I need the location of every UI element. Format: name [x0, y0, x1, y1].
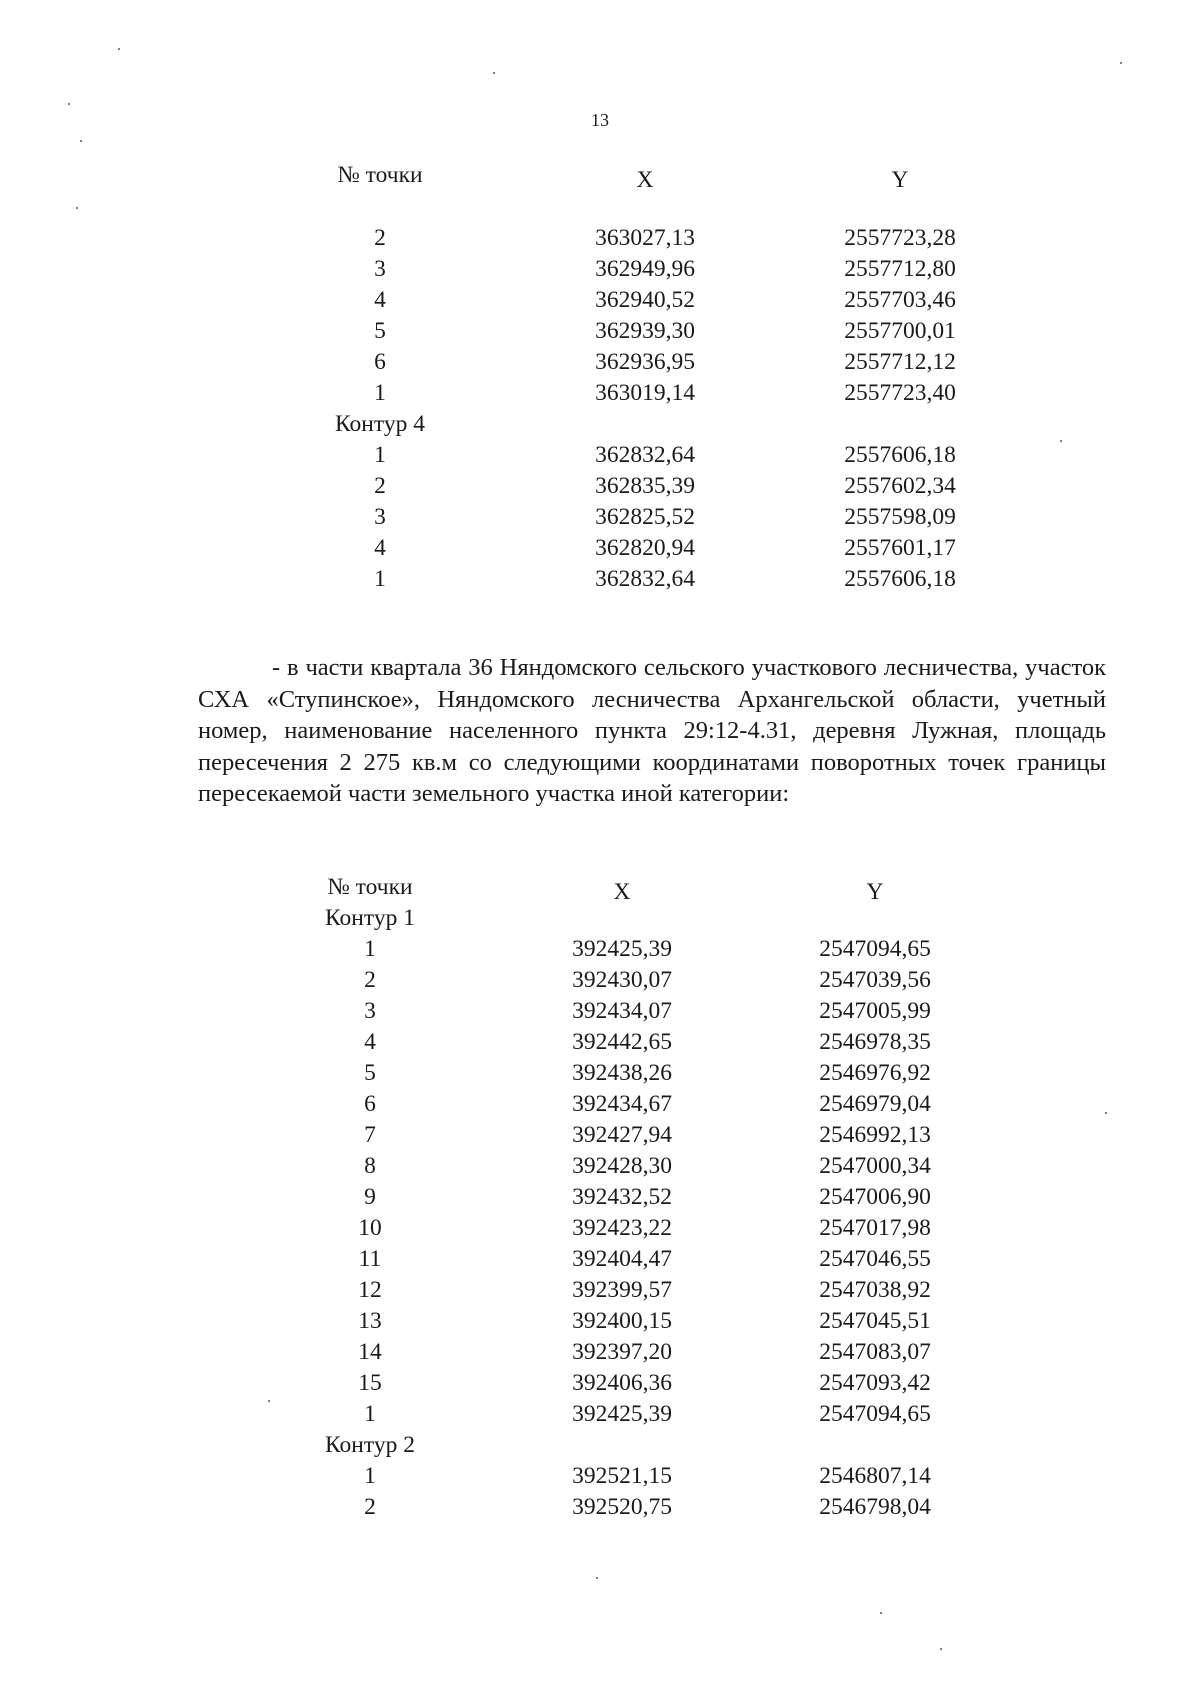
- x-coordinate: 392438,26: [572, 1060, 672, 1086]
- y-coordinate: 2547094,65: [819, 936, 931, 962]
- table-row: [310, 1213, 1010, 1244]
- contour-label-row: [310, 1430, 1010, 1461]
- contour-label-row: [320, 409, 1020, 440]
- x-coordinate: 392400,15: [572, 1308, 672, 1334]
- x-coordinate: 392399,57: [572, 1277, 672, 1303]
- y-coordinate: 2547045,51: [819, 1308, 931, 1334]
- x-coordinate: 392428,30: [572, 1153, 672, 1179]
- x-coordinate: 392434,07: [572, 998, 672, 1024]
- x-coordinate: 362949,96: [595, 256, 695, 282]
- scan-speck: [1105, 1112, 1107, 1114]
- table-row: [310, 1461, 1010, 1492]
- point-number: 1: [364, 936, 376, 962]
- table-row: [310, 1027, 1010, 1058]
- point-number: 6: [374, 349, 386, 375]
- y-coordinate: 2547093,42: [819, 1370, 931, 1396]
- y-coordinate: 2557723,28: [844, 225, 956, 251]
- scan-speck: [880, 1612, 882, 1614]
- table-row: [310, 1275, 1010, 1306]
- y-coordinate: 2547039,56: [819, 967, 931, 993]
- table-row: [310, 1182, 1010, 1213]
- x-coordinate: 362936,95: [595, 349, 695, 375]
- x-coordinate: 362825,52: [595, 504, 695, 530]
- y-coordinate: 2557703,46: [844, 287, 956, 313]
- point-number: 3: [364, 998, 376, 1024]
- y-coordinate: 2557712,12: [844, 349, 956, 375]
- y-coordinate: 2546976,92: [819, 1060, 931, 1086]
- x-coordinate: 392520,75: [572, 1494, 672, 1520]
- table-row: [320, 254, 1020, 285]
- x-coordinate: 392434,67: [572, 1091, 672, 1117]
- table-row: [310, 1337, 1010, 1368]
- table-row: [310, 996, 1010, 1027]
- y-coordinate: 2546978,35: [819, 1029, 931, 1055]
- x-coordinate: 392397,20: [572, 1339, 672, 1365]
- scan-speck: [68, 103, 70, 105]
- y-coordinate: 2547046,55: [819, 1246, 931, 1272]
- y-coordinate: 2557606,18: [844, 566, 956, 592]
- x-coordinate: 392404,47: [572, 1246, 672, 1272]
- x-coordinate: 392432,52: [572, 1184, 672, 1210]
- point-number: 12: [358, 1277, 382, 1303]
- point-number: 3: [374, 504, 386, 530]
- point-number: 3: [374, 256, 386, 282]
- x-coordinate: 392425,39: [572, 1401, 672, 1427]
- table-row: [310, 1120, 1010, 1151]
- y-coordinate: 2547000,34: [819, 1153, 931, 1179]
- table-row: [310, 1151, 1010, 1182]
- point-number: Контур 2: [325, 1432, 415, 1458]
- x-coordinate: 392423,22: [572, 1215, 672, 1241]
- point-number: 5: [364, 1060, 376, 1086]
- table-row: [310, 1244, 1010, 1275]
- table-row: [320, 502, 1020, 533]
- point-number: 1: [364, 1463, 376, 1489]
- point-number: 4: [374, 535, 386, 561]
- table-row: [310, 1306, 1010, 1337]
- header-x: X: [636, 167, 654, 193]
- table-row: [310, 1058, 1010, 1089]
- point-number: 2: [364, 1494, 376, 1520]
- scan-speck: [596, 1577, 598, 1579]
- point-number: 1: [374, 442, 386, 468]
- scan-speck: [76, 207, 78, 209]
- point-number: 7: [364, 1122, 376, 1148]
- y-coordinate: 2547038,92: [819, 1277, 931, 1303]
- scan-speck: [940, 1648, 942, 1650]
- table-row: [310, 1368, 1010, 1399]
- y-coordinate: 2557598,09: [844, 504, 956, 530]
- y-coordinate: 2557602,34: [844, 473, 956, 499]
- x-coordinate: 392521,15: [572, 1463, 672, 1489]
- y-coordinate: 2546979,04: [819, 1091, 931, 1117]
- y-coordinate: 2547006,90: [819, 1184, 931, 1210]
- x-coordinate: 362820,94: [595, 535, 695, 561]
- y-coordinate: 2557606,18: [844, 442, 956, 468]
- scan-speck: [118, 48, 120, 50]
- table-row: [320, 285, 1020, 316]
- x-coordinate: 363019,14: [595, 380, 695, 406]
- x-coordinate: 362832,64: [595, 566, 695, 592]
- y-coordinate: 2547017,98: [819, 1215, 931, 1241]
- plot-description-paragraph: - в части квартала 36 Няндомского сельского участкового лесничества, участок СХА «Ступинское», Няндомского лесничества Архангельской области, учетный номер, наименование населенного пункта 29:12-4.31, деревня Лужная, площадь пересечения 2 275 кв.м со следующими координатами поворотных точек границы пересекаемой части земельного участка иной категории:: [198, 654, 1106, 807]
- x-coordinate: 363027,13: [595, 225, 695, 251]
- y-coordinate: 2557601,17: [844, 535, 956, 561]
- header-y: Y: [891, 167, 909, 193]
- x-coordinate: 392442,65: [572, 1029, 672, 1055]
- scan-speck: [1120, 62, 1122, 64]
- table-row: [320, 223, 1020, 254]
- y-coordinate: 2547094,65: [819, 1401, 931, 1427]
- x-coordinate: 392430,07: [572, 967, 672, 993]
- point-number: 2: [374, 225, 386, 251]
- point-number: 15: [358, 1370, 382, 1396]
- point-number: 2: [374, 473, 386, 499]
- header-point-number: № точки: [327, 874, 413, 900]
- y-coordinate: 2547005,99: [819, 998, 931, 1024]
- scan-speck: [80, 140, 82, 142]
- point-number: 4: [364, 1029, 376, 1055]
- table-row: [320, 316, 1020, 347]
- point-number: 4: [374, 287, 386, 313]
- y-coordinate: 2546798,04: [819, 1494, 931, 1520]
- y-coordinate: 2547083,07: [819, 1339, 931, 1365]
- point-number: 11: [358, 1246, 382, 1272]
- x-coordinate: 362940,52: [595, 287, 695, 313]
- x-coordinate: 392406,36: [572, 1370, 672, 1396]
- point-number: 8: [364, 1153, 376, 1179]
- scan-speck: [1060, 440, 1062, 442]
- y-coordinate: 2557700,01: [844, 318, 956, 344]
- point-number: 13: [358, 1308, 382, 1334]
- table-header-row: [320, 160, 1020, 191]
- header-x: X: [613, 879, 631, 905]
- table-row: [310, 965, 1010, 996]
- contour-label-row: [310, 903, 1010, 934]
- table-row: [320, 347, 1020, 378]
- y-coordinate: 2557712,80: [844, 256, 956, 282]
- table-header-row: [310, 872, 1010, 903]
- y-coordinate: 2557723,40: [844, 380, 956, 406]
- table-row: [310, 1492, 1010, 1523]
- point-number: 1: [374, 566, 386, 592]
- x-coordinate: 362939,30: [595, 318, 695, 344]
- point-number: 5: [374, 318, 386, 344]
- point-number: 2: [364, 967, 376, 993]
- table-row: [320, 471, 1020, 502]
- point-number: 14: [358, 1339, 382, 1365]
- point-number: 9: [364, 1184, 376, 1210]
- y-coordinate: 2546992,13: [819, 1122, 931, 1148]
- header-y: Y: [866, 879, 884, 905]
- table-row: [310, 1399, 1010, 1430]
- coordinates-table-1: [320, 160, 1020, 595]
- coordinates-table-2: [310, 872, 1010, 1523]
- table-row: [320, 564, 1020, 595]
- x-coordinate: 392427,94: [572, 1122, 672, 1148]
- table-row: [310, 1089, 1010, 1120]
- table-row: [320, 440, 1020, 471]
- scan-speck: [493, 72, 495, 74]
- point-number: 10: [358, 1215, 382, 1241]
- point-number: 1: [364, 1401, 376, 1427]
- x-coordinate: 362832,64: [595, 442, 695, 468]
- x-coordinate: 362835,39: [595, 473, 695, 499]
- x-coordinate: 392425,39: [572, 936, 672, 962]
- point-number: Контур 4: [335, 411, 425, 437]
- point-number: 1: [374, 380, 386, 406]
- header-point-number: № точки: [337, 162, 423, 188]
- point-number: 6: [364, 1091, 376, 1117]
- y-coordinate: 2546807,14: [819, 1463, 931, 1489]
- point-number: Контур 1: [325, 905, 415, 931]
- table-row: [310, 934, 1010, 965]
- table-row: [320, 533, 1020, 564]
- table-row: [320, 378, 1020, 409]
- scan-speck: [268, 1400, 270, 1402]
- page-number: 13: [591, 110, 609, 130]
